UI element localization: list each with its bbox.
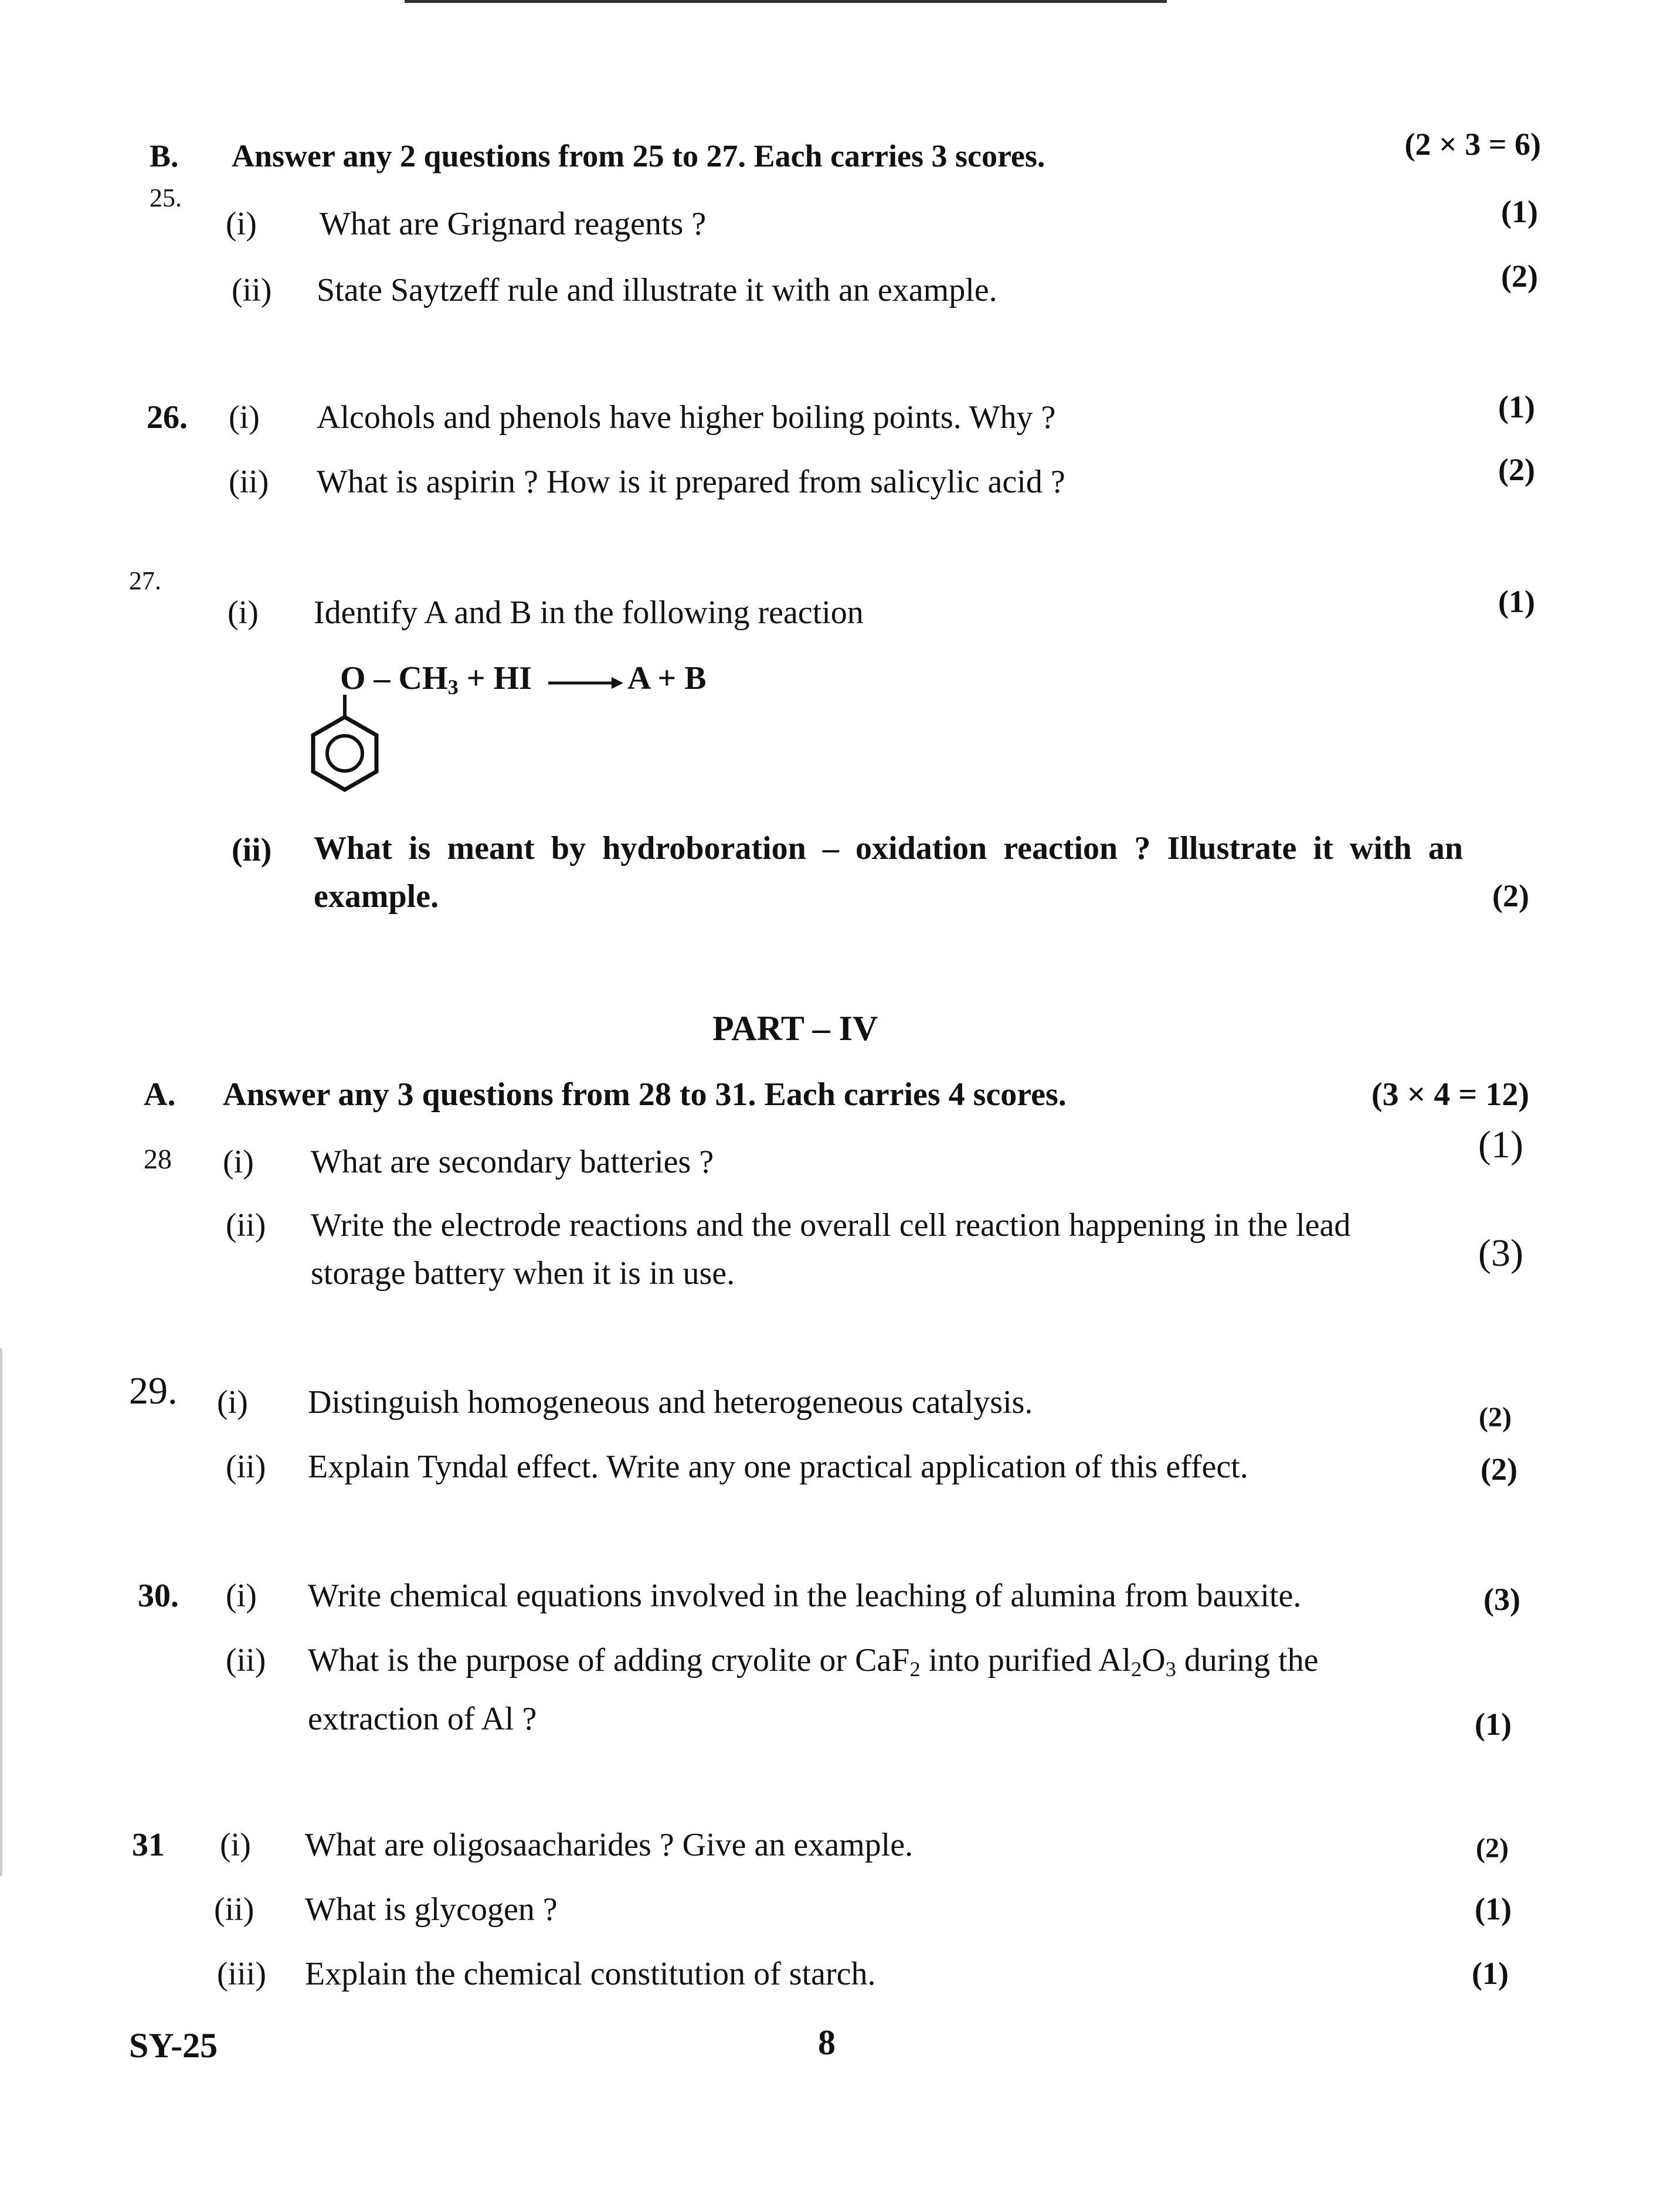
q26-i-score: (1) bbox=[1498, 389, 1535, 424]
q28-ii-text-line2: storage battery when it is in use. bbox=[311, 1255, 735, 1292]
top-rule bbox=[405, 0, 1167, 3]
q31-iii-label: (iii) bbox=[217, 1956, 266, 1992]
q28-number: 28 bbox=[144, 1144, 172, 1175]
q31-iii-text: Explain the chemical constitution of starch. bbox=[305, 1956, 876, 1992]
q31-i-label: (i) bbox=[220, 1827, 251, 1863]
q27-ii-text-line2: example. bbox=[314, 878, 439, 915]
q25-ii-score: (2) bbox=[1501, 259, 1538, 294]
section-b-score: (2 × 3 = 6) bbox=[1404, 127, 1541, 162]
q28-i-label: (i) bbox=[223, 1144, 254, 1180]
q29-i-score: (2) bbox=[1479, 1402, 1512, 1433]
q25-i-score: (1) bbox=[1501, 194, 1538, 229]
q26-ii-label: (ii) bbox=[229, 464, 269, 500]
reaction-products: A + B bbox=[627, 660, 707, 696]
q29-ii-text: Explain Tyndal effect. Write any one practical application of this effect. bbox=[308, 1449, 1248, 1485]
q30-ii-score: (1) bbox=[1475, 1707, 1512, 1742]
q26-ii-score: (2) bbox=[1498, 452, 1535, 487]
q28-ii-label: (ii) bbox=[226, 1207, 266, 1243]
section-b-instruction: Answer any 2 questions from 25 to 27. Each carries 3 scores. bbox=[232, 138, 1045, 174]
reaction-reactant: O – $CH_3$ + HI bbox=[340, 660, 532, 699]
section-a-instruction: Answer any 3 questions from 28 to 31. Each carries 4 scores. bbox=[223, 1076, 1067, 1113]
q31-i-score: (2) bbox=[1476, 1833, 1509, 1864]
q30-ii-text: What is the purpose of adding cryolite or CaF$_2$ into purified $Al_2O_3$ during the bbox=[308, 1642, 1319, 1681]
q30-ii-label: (ii) bbox=[226, 1642, 266, 1678]
section-b-label: B. bbox=[150, 138, 179, 174]
section-a-label: A. bbox=[144, 1076, 176, 1113]
q26-number: 26. bbox=[147, 399, 188, 436]
q27-i-text: Identify A and B in the following reaction bbox=[314, 594, 864, 631]
scan-edge bbox=[0, 1348, 2, 1876]
q30-i-score: (3) bbox=[1483, 1582, 1520, 1617]
footer-code: SY-25 bbox=[129, 2026, 218, 2065]
q30-i-text: Write chemical equations involved in the leaching of alumina from bauxite. bbox=[308, 1578, 1302, 1614]
q25-i-text: What are Grignard reagents ? bbox=[320, 206, 707, 242]
q27-ii-label: (ii) bbox=[232, 832, 272, 868]
q25-ii-text: State Saytzeff rule and illustrate it with an example. bbox=[317, 272, 997, 308]
q30-i-label: (i) bbox=[226, 1578, 257, 1614]
q31-ii-text: What is glycogen ? bbox=[305, 1891, 558, 1928]
reaction-arrow bbox=[548, 674, 624, 692]
page-number: 8 bbox=[818, 2023, 836, 2062]
q29-ii-label: (ii) bbox=[226, 1449, 266, 1485]
q25-i-label: (i) bbox=[226, 206, 257, 242]
q27-number: 27. bbox=[129, 566, 161, 595]
q31-ii-score: (1) bbox=[1475, 1891, 1512, 1926]
q25-number: 25. bbox=[150, 184, 182, 212]
q29-i-text: Distinguish homogeneous and heterogeneous catalysis. bbox=[308, 1384, 1033, 1421]
q28-ii-score: (3) bbox=[1478, 1232, 1523, 1275]
q26-i-text: Alcohols and phenols have higher boiling points. Why ? bbox=[317, 399, 1056, 436]
part-iv-title: PART – IV bbox=[712, 1009, 878, 1048]
q31-iii-score: (1) bbox=[1472, 1956, 1509, 1991]
q25-ii-label: (ii) bbox=[232, 272, 272, 308]
q29-number: 29. bbox=[129, 1370, 178, 1412]
q27-i-label: (i) bbox=[228, 594, 259, 631]
q26-ii-text: What is aspirin ? How is it prepared from salicylic acid ? bbox=[317, 464, 1065, 500]
q29-i-label: (i) bbox=[217, 1384, 248, 1421]
benzene-ring-icon bbox=[305, 695, 399, 806]
q26-i-label: (i) bbox=[229, 399, 260, 436]
q28-i-text: What are secondary batteries ? bbox=[311, 1144, 714, 1180]
section-a-score: (3 × 4 = 12) bbox=[1371, 1076, 1529, 1113]
q28-i-score: (1) bbox=[1478, 1123, 1523, 1166]
q27-ii-score: (2) bbox=[1492, 878, 1529, 913]
q30-ii-text-line2: extraction of Al ? bbox=[308, 1701, 537, 1737]
q31-ii-label: (ii) bbox=[214, 1891, 254, 1928]
q27-i-score: (1) bbox=[1498, 584, 1535, 619]
q28-ii-text: Write the electrode reactions and the overall cell reaction happening in the lead bbox=[311, 1207, 1351, 1243]
q31-i-text: What are oligosaacharides ? Give an example. bbox=[305, 1827, 914, 1863]
q29-ii-score: (2) bbox=[1481, 1452, 1517, 1487]
q31-number: 31 bbox=[132, 1827, 165, 1863]
q27-ii-text: What is meant by hydroboration – oxidation reaction ? Illustrate it with an bbox=[314, 830, 1463, 867]
q30-number: 30. bbox=[138, 1578, 179, 1614]
